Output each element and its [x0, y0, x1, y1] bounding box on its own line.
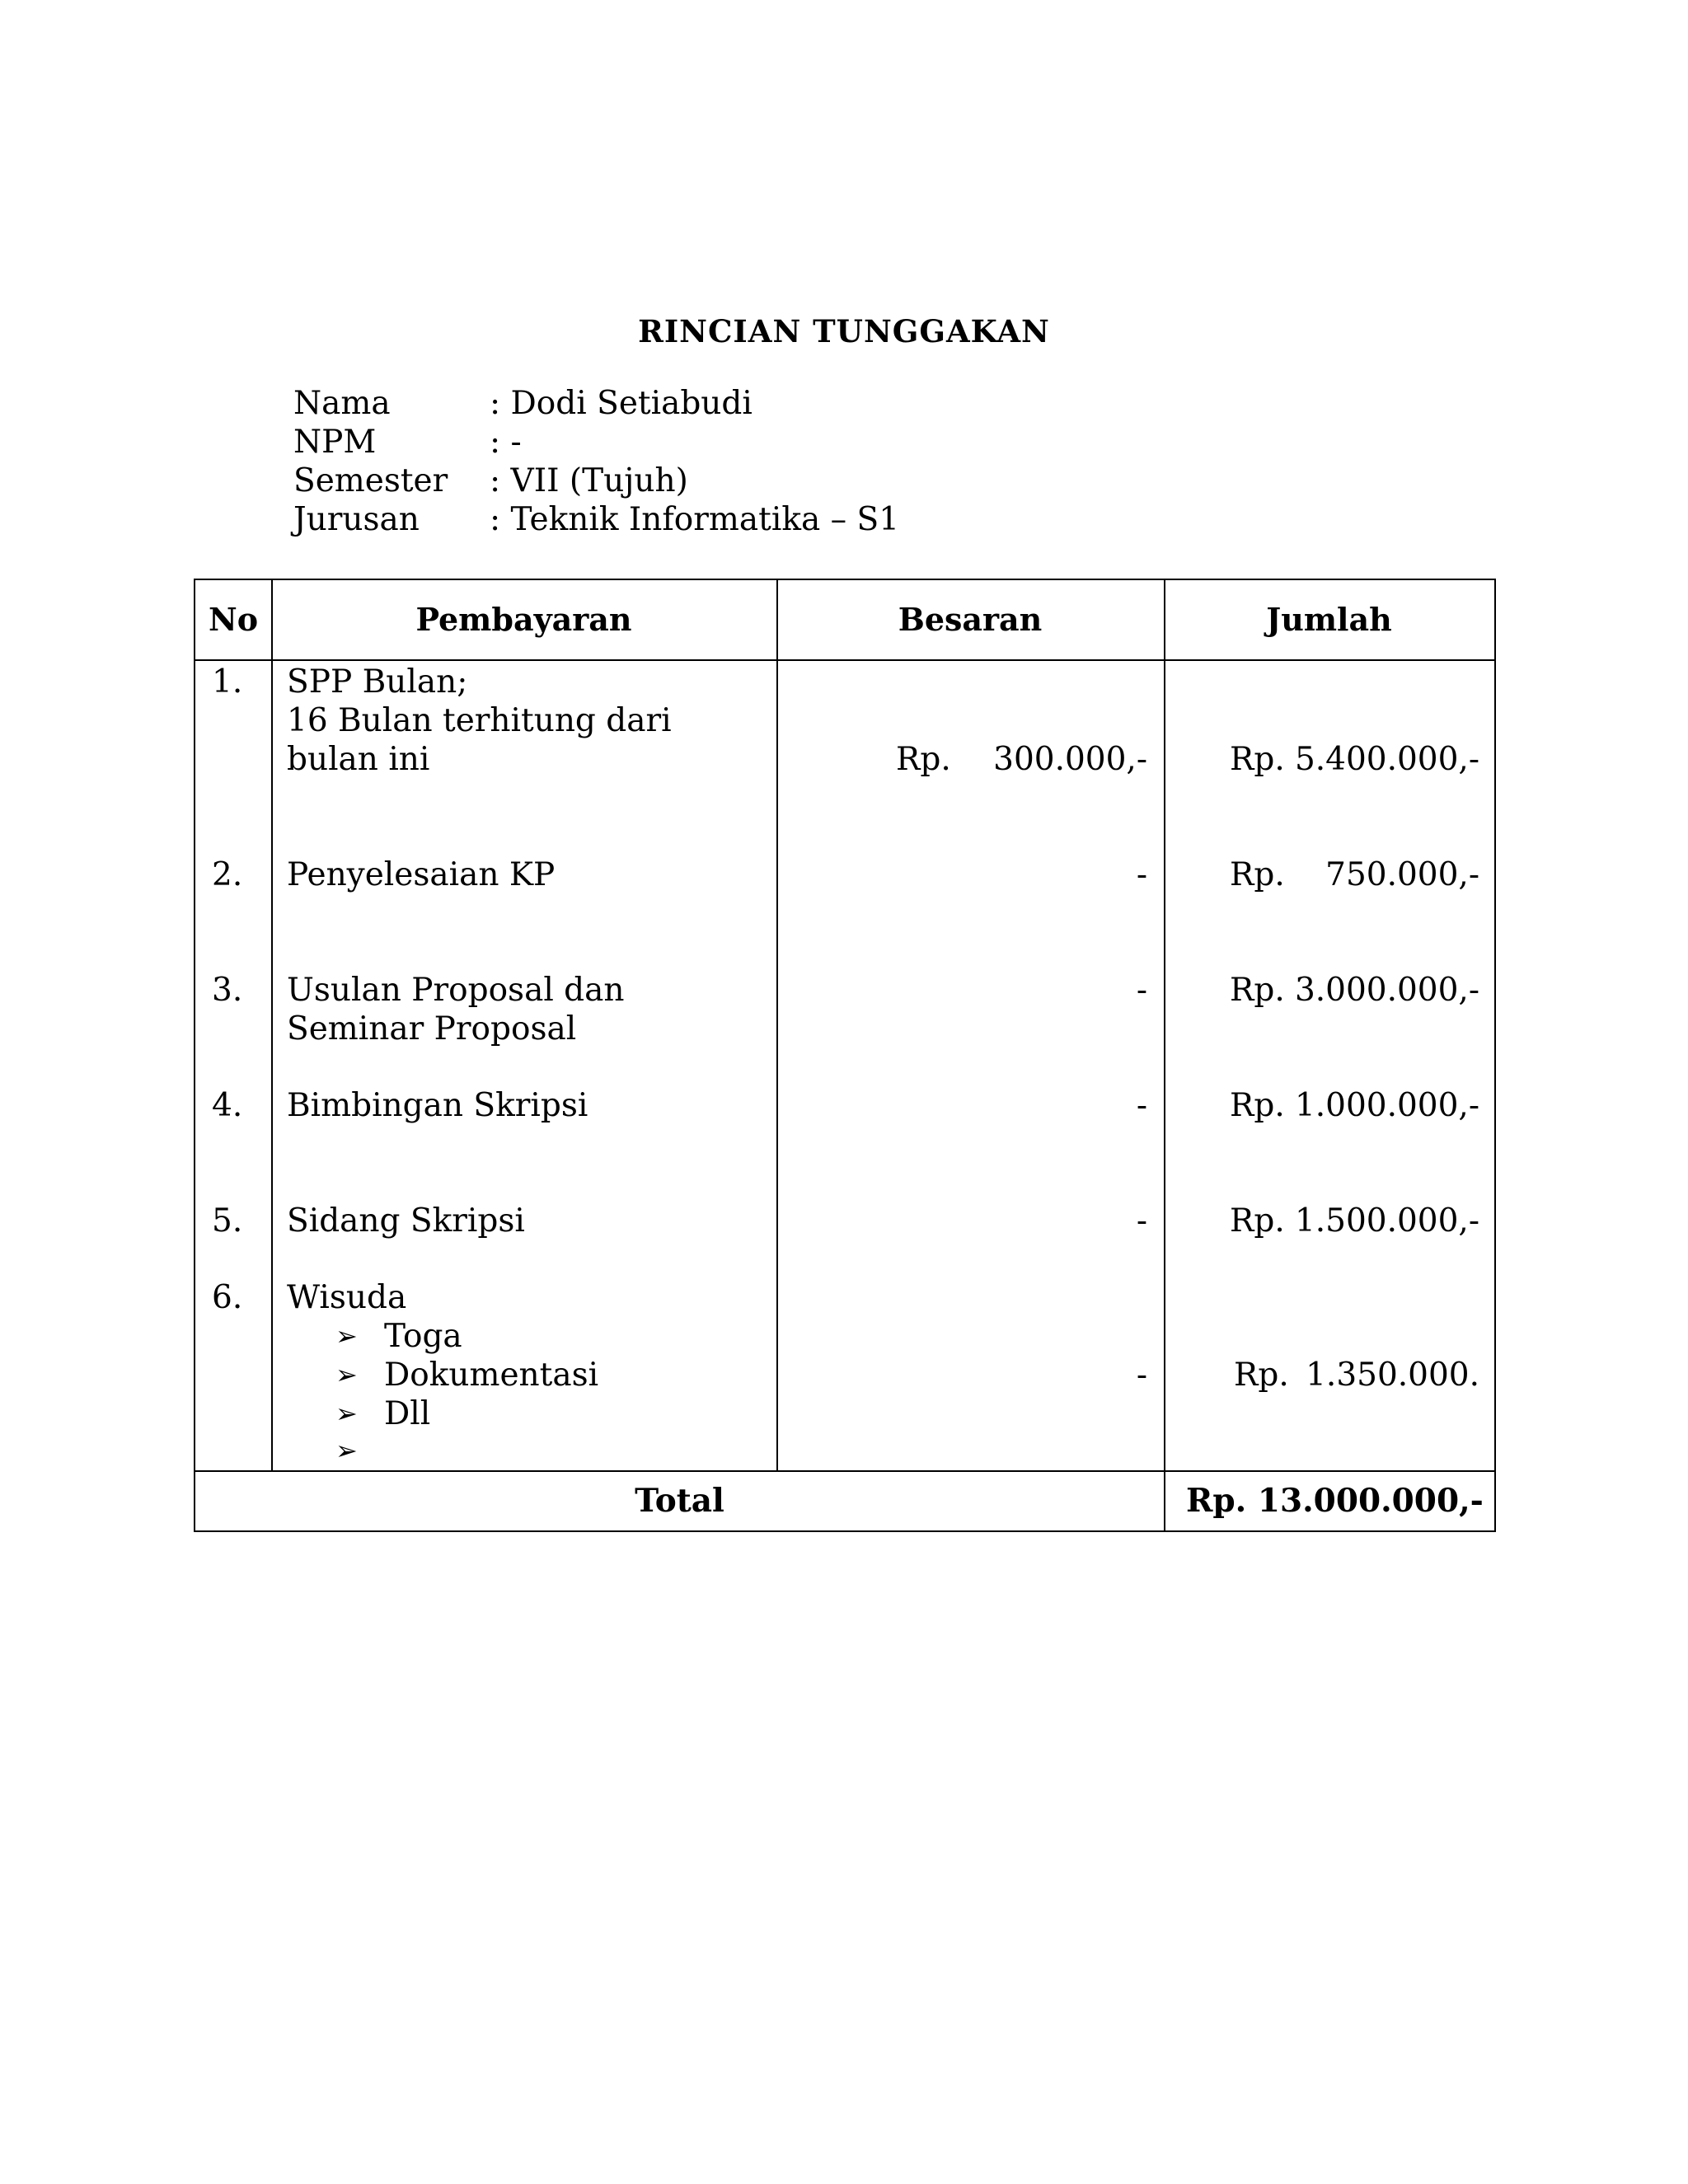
- info-label: Jurusan: [293, 501, 420, 538]
- amount-value: 750.000,-: [1325, 856, 1479, 893]
- row-number: 5.: [212, 1202, 243, 1240]
- currency-label: Rp.: [896, 741, 951, 778]
- sub-item: Dll: [384, 1395, 431, 1432]
- arrow-bullet-icon: ➢: [335, 1398, 358, 1429]
- row-description: SPP Bulan;: [287, 663, 468, 701]
- row-description: Bimbingan Skripsi: [287, 1087, 588, 1124]
- row-description: Penyelesaian KP: [287, 856, 556, 893]
- info-value: : Dodi Setiabudi: [490, 385, 753, 422]
- total-label: Total: [635, 1482, 724, 1520]
- row-number: 6.: [212, 1279, 243, 1316]
- row-number: 4.: [212, 1087, 243, 1124]
- total-value: Rp. 13.000.000,-: [1186, 1482, 1484, 1520]
- header-pembayaran: Pembayaran: [415, 601, 632, 638]
- amount-value: 1.350.000.: [1306, 1357, 1479, 1394]
- arrow-bullet-icon: ➢: [335, 1320, 358, 1352]
- row-description: bulan ini: [287, 741, 430, 778]
- info-value: : VII (Tujuh): [490, 462, 688, 499]
- amount-value: 1.500.000,-: [1294, 1202, 1479, 1240]
- row-besaran: -: [1136, 1202, 1147, 1240]
- row-description: Wisuda: [287, 1279, 407, 1316]
- sub-item: Toga: [384, 1318, 462, 1355]
- column-divider: [271, 580, 273, 1470]
- currency-label: Rp.: [1230, 1087, 1285, 1124]
- amount-value: 3.000.000,-: [1294, 972, 1479, 1009]
- arrears-table: [194, 579, 1496, 1532]
- currency-label: Rp.: [1234, 1357, 1289, 1394]
- column-divider: [1164, 580, 1165, 1532]
- row-number: 2.: [212, 856, 243, 893]
- info-label: NPM: [293, 424, 377, 461]
- currency-label: Rp.: [1230, 856, 1285, 893]
- sub-item: Dokumentasi: [384, 1357, 599, 1394]
- info-value: : Teknik Informatika – S1: [490, 501, 900, 538]
- amount-value: 300.000,-: [993, 741, 1147, 778]
- info-label: Nama: [293, 385, 391, 422]
- amount-value: 1.000.000,-: [1294, 1087, 1479, 1124]
- row-number: 1.: [212, 663, 243, 701]
- column-divider: [776, 580, 778, 1470]
- header-besaran: Besaran: [898, 601, 1043, 638]
- currency-label: Rp.: [1230, 741, 1285, 778]
- header-divider: [195, 659, 1494, 661]
- info-label: Semester: [293, 462, 448, 499]
- header-jumlah: Jumlah: [1266, 601, 1392, 638]
- row-besaran: -: [1136, 1087, 1147, 1124]
- row-besaran: -: [1136, 1357, 1147, 1394]
- row-besaran: -: [1136, 972, 1147, 1009]
- amount-value: 5.400.000,-: [1294, 741, 1479, 778]
- arrow-bullet-icon: ➢: [335, 1359, 358, 1390]
- currency-label: Rp.: [1230, 1202, 1285, 1240]
- row-besaran: -: [1136, 856, 1147, 893]
- currency-label: Rp.: [1230, 972, 1285, 1009]
- row-description: Sidang Skripsi: [287, 1202, 525, 1240]
- row-description: Usulan Proposal dan: [287, 972, 625, 1009]
- total-divider: [195, 1470, 1494, 1472]
- arrow-bullet-icon: ➢: [335, 1435, 358, 1466]
- header-no: No: [208, 601, 259, 638]
- row-description: Seminar Proposal: [287, 1010, 577, 1047]
- row-number: 3.: [212, 972, 243, 1009]
- info-value: : -: [490, 424, 522, 461]
- row-description: 16 Bulan terhitung dari: [287, 702, 672, 739]
- document-title: RINCIAN TUNGGAKAN: [638, 313, 1050, 349]
